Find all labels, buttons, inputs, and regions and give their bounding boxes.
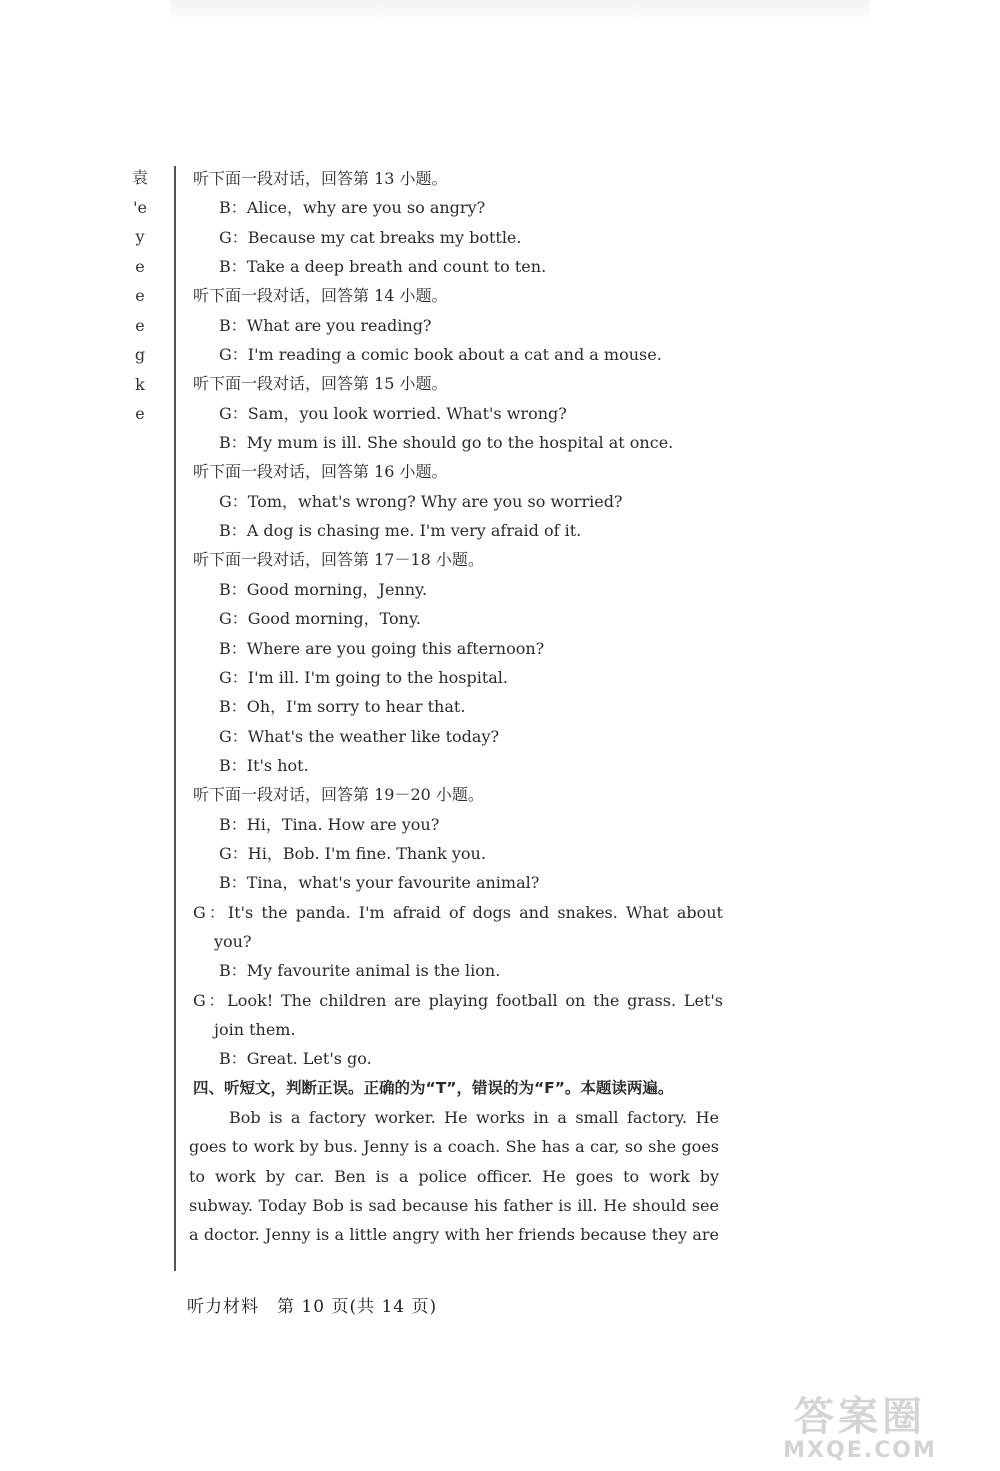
dialogue-line: B：Take a deep breath and count to ten. <box>219 257 547 277</box>
passage-text: Bob is a factory worker. He works in a small factory. He goes to work by bus. Jenny is a coach. She has a car, so she goes to work by car. Ben is a police officer. He goes to work by subway. Today Bob is sad because his father is ill. He should see a doctor. Jenny is a little angry with her friends because they are <box>189 1108 719 1245</box>
margin-letter: 袁 <box>131 168 148 187</box>
dialogue-line: G：What's the weather like today? <box>219 726 500 746</box>
dialogue-line: B：A dog is chasing me. I'm very afraid of it. <box>219 521 582 541</box>
dialogue-line: B：My mum is ill. She should go to the hospital at once. <box>219 433 674 453</box>
dialogue-line: G：Because my cat breaks my bottle. <box>219 227 522 247</box>
question-instruction: 听下面一段对话，回答第 14 小题。 <box>193 286 448 306</box>
question-instruction: 听下面一段对话，回答第 13 小题。 <box>193 169 448 188</box>
margin-letter: 'e <box>133 197 147 217</box>
dialogue-line: G：Good morning，Tony. <box>219 609 421 629</box>
dialogue-line: G：Hi，Bob. I'm fine. Thank you. <box>219 843 486 863</box>
margin-letter: e <box>135 256 145 276</box>
margin-letter: y <box>135 227 145 246</box>
dialogue-line: B：Hi，Tina. How are you? <box>219 814 440 834</box>
question-instruction: 听下面一段对话，回答第 17－18 小题。 <box>193 550 484 570</box>
margin-letter: e <box>135 315 145 335</box>
dialogue-line: B：Great. Let's go. <box>219 1049 372 1069</box>
section-heading: 四、听短文，判断正误。正确的为“T”，错误的为“F”。本题读两遍。 <box>193 1078 674 1097</box>
dialogue-line: B：My favourite animal is the lion. <box>219 961 501 981</box>
watermark-logo: 答案圈 <box>794 1394 926 1440</box>
margin-letter: g <box>134 345 146 364</box>
page-footer: 听力材料 第 10 页(共 14 页) <box>187 1297 438 1317</box>
column-divider <box>174 166 176 1271</box>
scan-top-edge <box>170 0 870 24</box>
binding-margin-letters <box>128 163 152 429</box>
margin-letter: e <box>135 404 145 423</box>
margin-letter: k <box>135 374 145 394</box>
dialogue-line: B：Good morning，Jenny. <box>219 579 428 599</box>
dialogue-line: B：What are you reading? <box>219 315 432 335</box>
dialogue-line: B：Alice，why are you so angry? <box>219 198 486 218</box>
dialogue-line: G：Tom，what's wrong? Why are you so worried? <box>219 491 623 511</box>
dialogue-line: G：It's the panda. I'm afraid of dogs and snakes. What about you? <box>193 902 723 951</box>
dialogue-line: G：Look! The children are playing football on the grass. Let's join them. <box>193 990 723 1039</box>
watermark-url: MXQE.COM <box>783 1438 937 1463</box>
dialogue-line: G：I'm ill. I'm going to the hospital. <box>219 667 509 687</box>
site-watermark <box>740 1395 980 1465</box>
dialogue-line: B：It's hot. <box>219 755 309 775</box>
dialogue-line: B：Oh，I'm sorry to hear that. <box>219 697 466 717</box>
dialogue-line: B：Tina，what's your favourite animal? <box>219 873 540 893</box>
question-instruction: 听下面一段对话，回答第 19－20 小题。 <box>193 785 484 805</box>
dialogue-line: G：Sam，you look worried. What's wrong? <box>219 403 567 423</box>
dialogue-line: G：I'm reading a comic book about a cat and a mouse. <box>219 345 662 365</box>
listening-script <box>189 164 723 1250</box>
question-instruction: 听下面一段对话，回答第 16 小题。 <box>193 462 448 482</box>
margin-letter: e <box>135 286 145 305</box>
question-instruction: 听下面一段对话，回答第 15 小题。 <box>193 374 448 394</box>
dialogue-line: B：Where are you going this afternoon? <box>219 638 545 658</box>
